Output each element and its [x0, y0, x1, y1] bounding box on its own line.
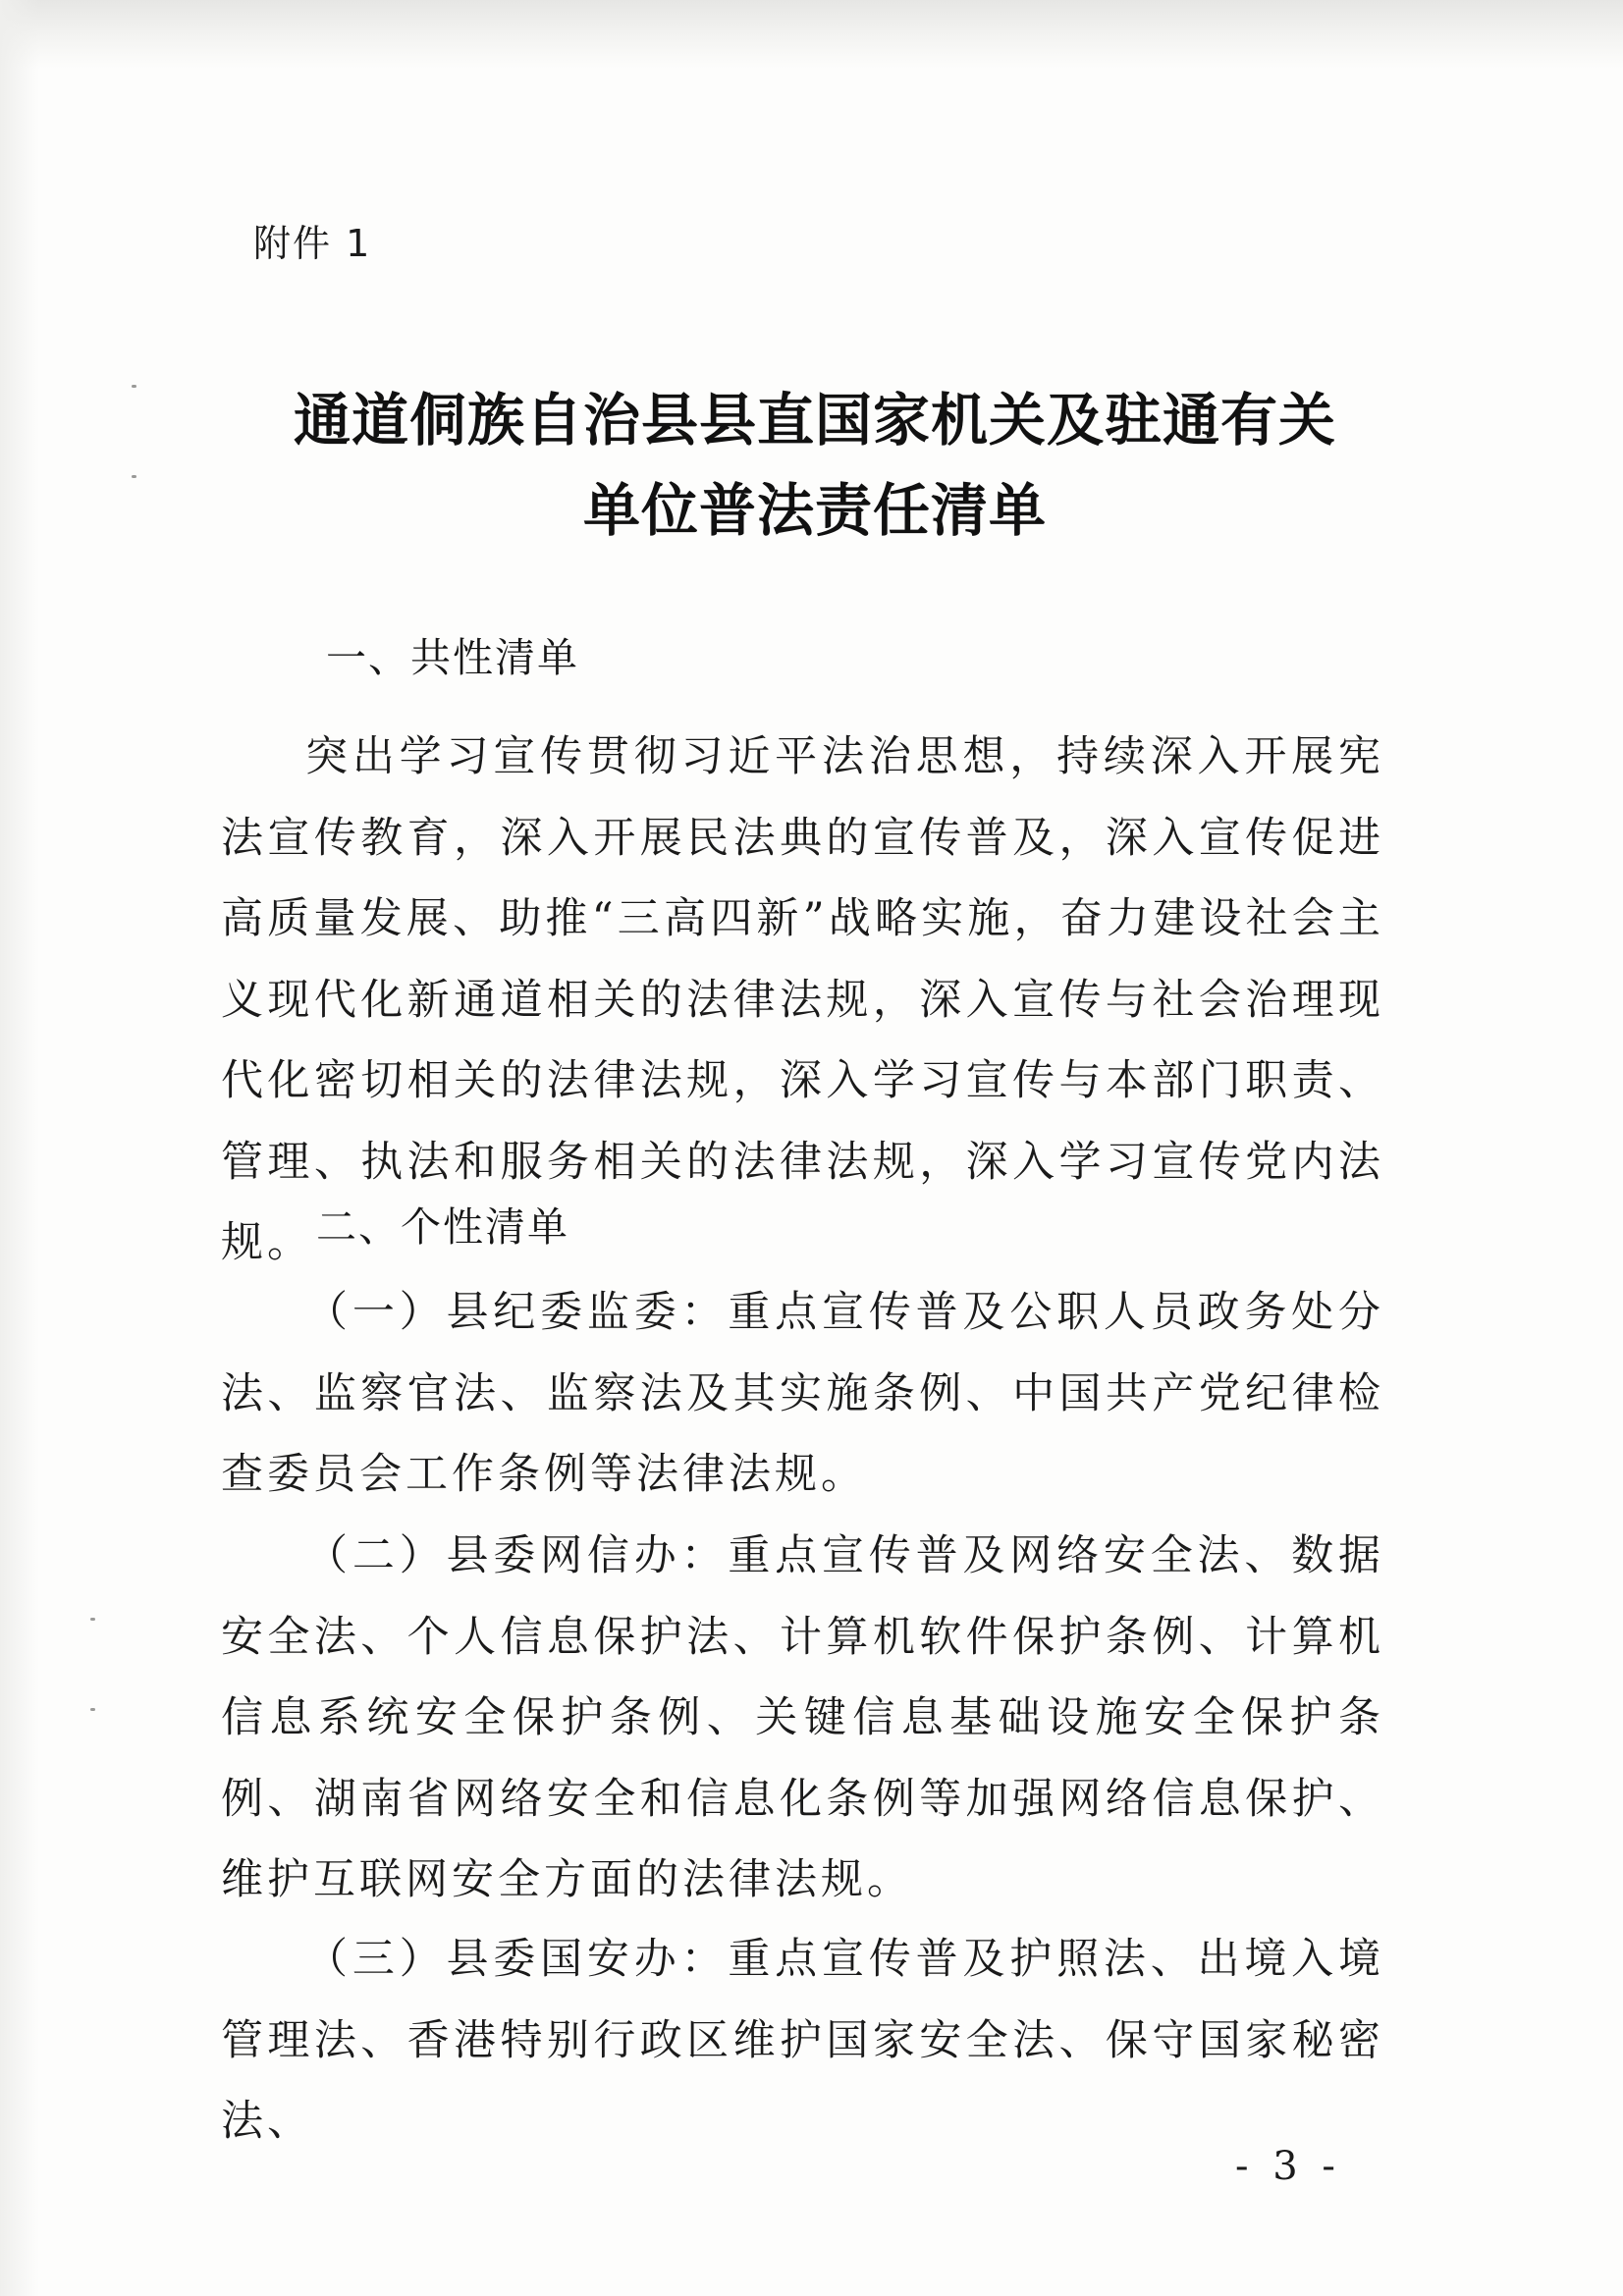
scan-speck — [90, 1618, 95, 1621]
section-heading-common: 一、共性清单 — [326, 634, 579, 681]
paragraph-cyberspace-office: （二）县委网信办：重点宣传普及网络安全法、数据安全法、个人信息保护法、计算机软件保护条例、计算机信息系统安全保护条例、关键信息基础设施安全保护条例、湖南省网络安全和信息化条例等加强网络信息保护、维护互联网安全方面的法律法规。 — [221, 1531, 1384, 1904]
page-number: - 3 - — [1235, 2144, 1341, 2189]
title-line-2: 单位普法责任清单 — [582, 477, 1047, 544]
scan-speck — [132, 385, 136, 388]
section-heading-individual: 二、个性清单 — [316, 1203, 569, 1251]
attachment-label: 附件 1 — [253, 222, 372, 265]
scan-shadow-top — [0, 0, 1623, 69]
document-title — [196, 375, 1434, 556]
paragraph-common-list: 突出学习宣传贯彻习近平法治思想，持续深入开展宪法宣传教育，深入开展民法典的宣传普及，深入宣传促进高质量发展、助推“三高四新”战略实施，奋力建设社会主义现代化新通道相关的法律法规，深入宣传与社会治理现代化密切相关的法律法规，深入学习宣传与本部门职责、管理、执法和服务相关的法律法规，深入学习宣传党内法规。 — [221, 732, 1384, 1267]
paragraph-national-security-office: （三）县委国安办：重点宣传普及护照法、出境入境管理法、香港特别行政区维护国家安全法、保守国家秘密法、 — [221, 1935, 1384, 2146]
scan-shadow-left — [0, 0, 39, 2296]
paragraph-discipline-commission: （一）县纪委监委：重点宣传普及公职人员政务处分法、监察官法、监察法及其实施条例、中国共产党纪律检查委员会工作条例等法律法规。 — [221, 1288, 1384, 1499]
scan-speck — [132, 475, 136, 478]
scan-speck — [90, 1708, 95, 1711]
title-line-1: 通道侗族自治县县直国家机关及驻通有关 — [293, 387, 1336, 454]
